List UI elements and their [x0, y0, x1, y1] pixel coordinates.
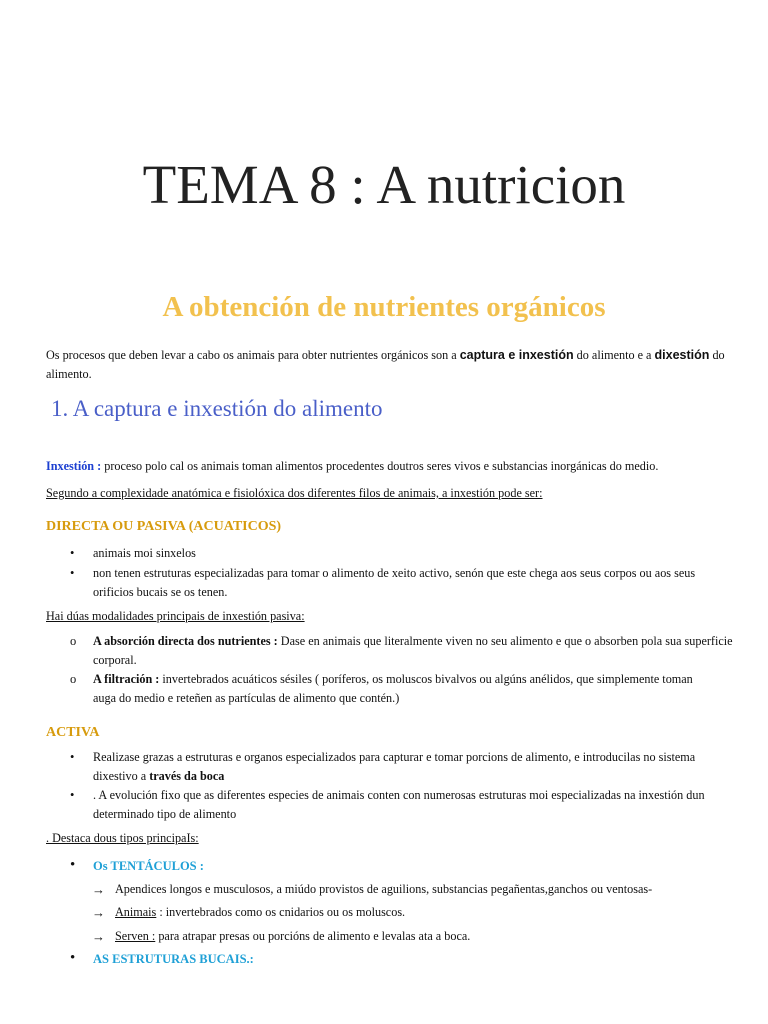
modal-label: A absorción directa dos nutrientes : — [93, 634, 278, 648]
section-heading-captura: 1. A captura e inxestión do alimento — [51, 396, 383, 421]
list-item: . A evolución fixo que as diferentes especies de animais conten con numerosas estruturas moi especializadas na inxestión dun determinado tipo de alimento — [93, 788, 705, 821]
list-item — [93, 632, 733, 670]
destaca-line: . Destaca dous tipos principaIs: — [46, 831, 199, 845]
bullet-icon: • — [70, 750, 75, 764]
arrow-icon: → — [92, 929, 105, 944]
intro-bold-2: dixestión — [654, 348, 710, 362]
bullet-icon: • — [70, 857, 76, 873]
list-item — [93, 748, 713, 786]
intro-text-2: do alimento e a — [573, 348, 655, 362]
intro-text-1: Os procesos que deben levar a cabo os animais para obter nutrientes orgánicos son a — [46, 348, 460, 362]
definition-label: Inxestión : — [46, 459, 102, 473]
heading-estruturas-bucais: AS ESTRUTURAS BUCAIS.: — [93, 952, 254, 966]
list-item: animais moi sinxelos — [93, 546, 196, 560]
tent-text: : invertebrados como os cnidarios ou os moluscos. — [156, 905, 406, 919]
definition-paragraph — [46, 457, 736, 476]
activa-text: Realizase grazas a estruturas e organos especializados para capturar e tomar porcions de alimento, e introducilas no sistema dixestivo a — [93, 750, 696, 783]
arrow-icon: → — [92, 882, 105, 897]
intro-text-3: do alimento. — [46, 348, 725, 381]
tent-text: Apendices longos e musculosos, a miúdo provistos de aguilions, substancias pegañentas,ganchos ou ventosas- — [115, 882, 653, 896]
heading-tentaculos: Os TENTÁCULOS : — [93, 859, 204, 873]
heading-directa: DIRECTA OU PASIVA (ACUATICOS) — [46, 519, 282, 534]
modalidades-intro: Hai dúas modalidades principais de inxestión pasiva: — [46, 609, 305, 623]
complexity-line: Segundo a complexidade anatómica e fisiolóxica dos diferentes filos de animais, a inxestión pode ser: — [46, 486, 543, 500]
list-item — [115, 903, 735, 922]
bullet-icon: • — [70, 546, 75, 560]
circle-bullet-icon: o — [70, 672, 77, 686]
list-item — [93, 670, 713, 708]
intro-paragraph — [46, 346, 736, 384]
tent-label: Serven : — [115, 929, 156, 943]
modal-label: A filtración : — [93, 672, 160, 686]
intro-bold-1: captura e inxestión — [459, 348, 574, 362]
page-title: TEMA 8 : A nutricion — [142, 154, 626, 215]
definition-text: proceso polo cal os animais toman alimentos procedentes doutros seres vivos e substancias inorgánicas do medio. — [101, 459, 659, 473]
heading-activa: ACTIVA — [46, 725, 100, 740]
tent-label: Animais — [115, 905, 157, 919]
tent-text: para atrapar presas ou porcións de alimento e levalas ata a boca. — [155, 929, 471, 943]
list-item — [115, 927, 735, 946]
modal-text: Dase en animais que literalmente viven no seu alimento e que o absorben pola sua superficie corporal. — [93, 634, 733, 667]
list-item — [115, 880, 735, 899]
activa-bold: través da boca — [149, 769, 225, 783]
arrow-icon: → — [92, 905, 105, 920]
page-subtitle: A obtención de nutrientes orgánicos — [162, 291, 606, 323]
bullet-icon: • — [70, 950, 76, 966]
modal-text: invertebrados acuáticos sésiles ( poríferos, os moluscos bivalvos ou algúns anélidos, que simplemente toman auga do medio e reteñen as partículas de alimento que contén.) — [93, 672, 693, 705]
list-item: non tenen estruturas especializadas para tomar o alimento de xeito activo, senón que este chega aos seus corpos ou aos seus orificios bucais se os tenen. — [93, 566, 696, 599]
bullet-icon: • — [70, 788, 75, 802]
bullet-icon: • — [70, 566, 75, 580]
circle-bullet-icon: o — [70, 634, 77, 648]
